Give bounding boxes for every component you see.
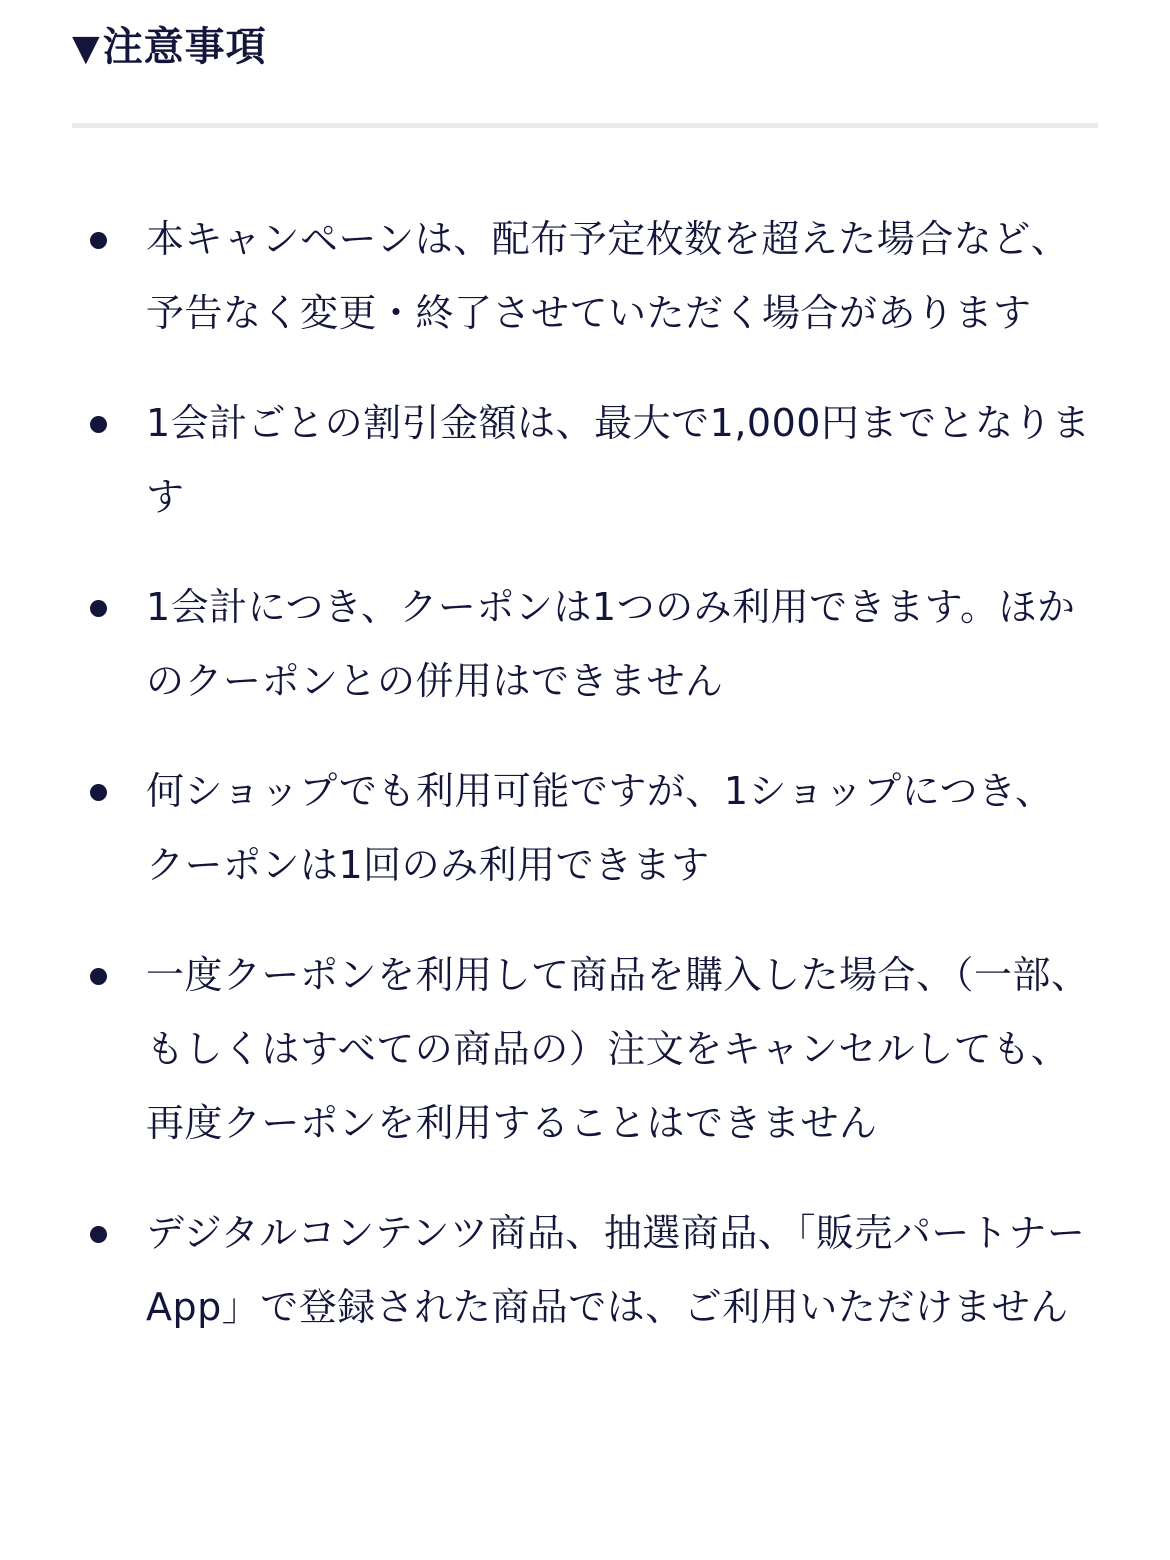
section-heading <box>72 0 1098 84</box>
list-item <box>72 202 1098 350</box>
note-text: 一度クーポンを利用して商品を購入した場合、（一部、もしくはすべての商品の）注文をキャンセルしても、再度クーポンを利用することはできません <box>146 953 1090 1145</box>
bullet-icon <box>90 784 107 801</box>
note-text: デジタルコンテンツ商品、抽選商品、「販売パートナー App」で登録された商品では、ご利用いただけません <box>146 1211 1086 1329</box>
bullet-icon <box>90 1226 107 1243</box>
notes-section <box>72 0 1098 1329</box>
note-text: 1会計につき、クーポンは1つのみ利用できます。ほかのクーポンとの併用はできません <box>146 585 1076 703</box>
note-text: 1会計ごとの割引金額は、最大で1,000円までとなります <box>146 401 1091 519</box>
bullet-icon <box>90 968 107 985</box>
bullet-icon <box>90 416 107 433</box>
list-item <box>72 386 1098 534</box>
list-item <box>72 570 1098 718</box>
note-text: 何ショップでも利用可能ですが、1ショップにつき、クーポンは1回のみ利用できます <box>146 769 1054 887</box>
note-text: 本キャンペーンは、配布予定枚数を超えた場合など、予告なく変更・終了させていただく場合があります <box>146 217 1070 335</box>
notes-list <box>72 202 1098 1380</box>
bullet-icon <box>90 232 107 249</box>
list-item <box>72 754 1098 902</box>
triangle-down-icon: ▼ <box>72 28 101 69</box>
divider <box>72 123 1098 128</box>
list-item <box>72 938 1098 1160</box>
bullet-icon <box>90 600 107 617</box>
list-item <box>72 1196 1098 1344</box>
section-title: 注意事項 <box>102 24 267 70</box>
